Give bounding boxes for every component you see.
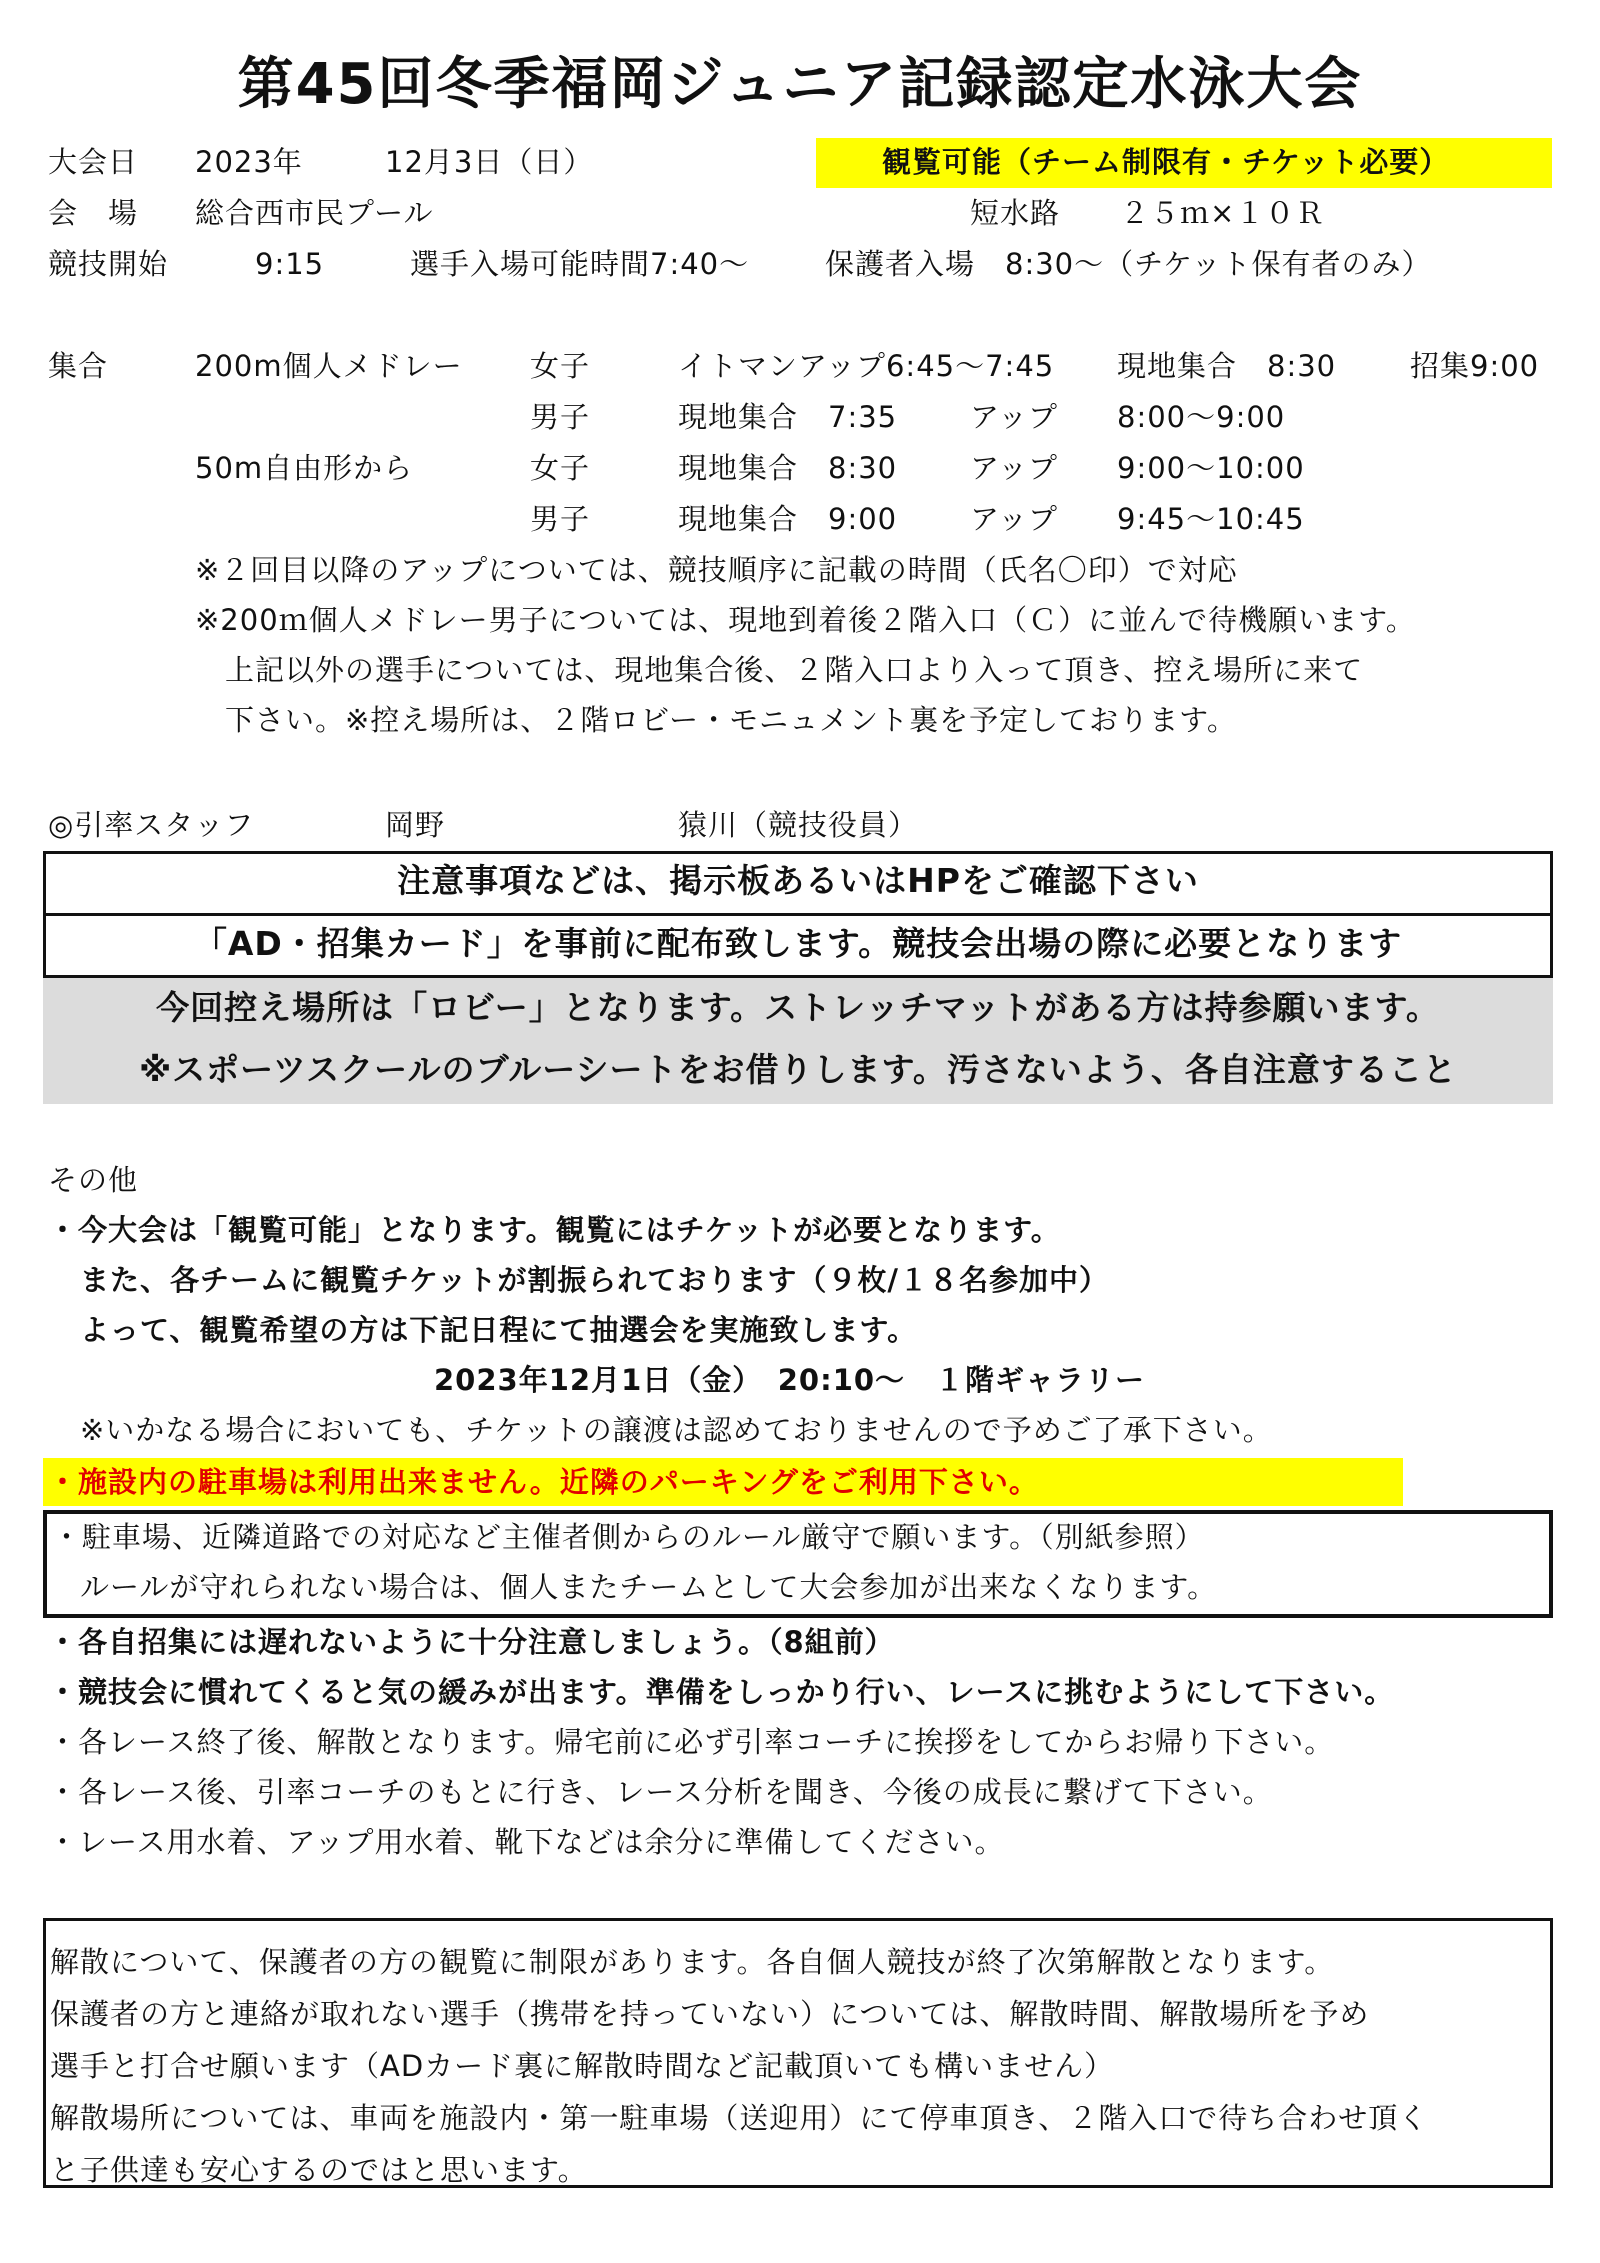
staff-label: ◎引率スタッフ [48, 808, 255, 842]
bullet-line: ・各レース終了後、解散となります。帰宅前に必ず引率コーチに挨拶をしてからお帰り下さい。 [48, 1725, 1335, 1759]
date-label: 大会日 [48, 145, 139, 179]
notice-blue-sheet: ※スポーツスクールのブルーシートをお借りします。汚さないよう、各自注意すること [139, 1050, 1457, 1089]
year: 2023年 [195, 145, 303, 179]
assembly-up: アップ [970, 451, 1058, 485]
notice-hp: 注意事項などは、掲示板あるいはHPをご確認下さい [397, 861, 1199, 900]
dismissal-line: 保護者の方と連絡が取れない選手（携帯を持っていない）については、解散時間、解散場所を予め [50, 1997, 1370, 2031]
rules-line: ・駐車場、近隣道路での対応など主催者側からのルール厳守で願います。（別紙参照） [52, 1520, 1205, 1554]
assembly-meet: 現地集合 9:00 [678, 502, 898, 536]
bullet-line: ・レース用水着、アップ用水着、靴下などは余分に準備してください。 [48, 1825, 1005, 1859]
assembly-meet: 現地集合 8:30 [678, 451, 898, 485]
course: ２５ｍ×１０Ｒ [1120, 196, 1326, 230]
assembly-time: 招集9:00 [1410, 349, 1540, 383]
assembly-meet: 現地集合 7:35 [678, 400, 898, 434]
assembly-note: ※200ｍ個人メドレー男子については、現地到着後２階入口（Ｃ）に並んで待機願います。 [195, 603, 1416, 637]
notice-waiting-area: 今回控え場所は「ロビー」となります。ストレッチマットがある方は持参願います。 [156, 988, 1440, 1027]
entry-time: 選手入場可能時間7:40～ [410, 247, 750, 281]
assembly-gender: 男子 [530, 502, 591, 536]
dismissal-line: と子供達も安心するのではと思います。 [50, 2153, 588, 2187]
bullet-line: ・競技会に慣れてくると気の緩みが出ます。準備をしっかり行い、レースに挑むようにして下さい。 [48, 1675, 1395, 1709]
viewing-badge: 観覧可能（チーム制限有・チケット必要） [882, 145, 1450, 179]
assembly-gender: 女子 [530, 451, 591, 485]
assembly-time: 8:00～9:00 [1117, 400, 1286, 434]
assembly-time: 9:45～10:45 [1117, 502, 1305, 536]
assembly-gender: 女子 [530, 349, 591, 383]
rules-line: ルールが守れられない場合は、個人またチームとして大会参加が出来なくなります。 [80, 1570, 1218, 1604]
assembly-label: 集合 [48, 349, 109, 383]
other-label: その他 [48, 1163, 139, 1197]
assembly-up: アップ [970, 400, 1058, 434]
bullet-line: ・各自招集には遅れないように十分注意しましょう。（8組前） [48, 1625, 895, 1659]
assembly-up: アップ [970, 502, 1058, 536]
dismissal-line: 選手と打合せ願います（ADカード裏に解散時間など記載頂いても構いません） [50, 2049, 1115, 2083]
assembly-note: ※２回目以降のアップについては、競技順序に記載の時間（氏名〇印）で対応 [195, 553, 1238, 587]
assembly-note: 下さい。※控え場所は、２階ロビー・モニュメント裏を予定しております。 [225, 703, 1237, 737]
other-line: ※いかなる場合においても、チケットの譲渡は認めておりませんので予めご了承下さい。 [80, 1413, 1273, 1447]
other-line: よって、観覧希望の方は下記日程にて抽選会を実施致します。 [80, 1313, 918, 1347]
staff-name: 岡野 [385, 808, 446, 842]
start-time: 9:15 [255, 247, 325, 281]
dismissal-line: 解散について、保護者の方の観覧に制限があります。各自個人競技が終了次第解散となります。 [50, 1945, 1335, 1979]
assembly-up: 現地集合 8:30 [1117, 349, 1337, 383]
assembly-event-im: 200m個人メドレー [195, 349, 463, 383]
lottery-date: 2023年12月1日（金） 20:10～ １階ギャラリー [434, 1363, 1146, 1397]
notice-ad-card: 「AD・招集カード」を事前に配布致します。競技会出場の際に必要となります [193, 924, 1403, 963]
date: 12月3日（日） [385, 145, 594, 179]
bullet-line: ・各レース後、引率コーチのもとに行き、レース分析を聞き、今後の成長に繋げて下さい。 [48, 1775, 1273, 1809]
course-label: 短水路 [970, 196, 1061, 230]
venue-label: 会 場 [48, 196, 139, 230]
assembly-gender: 男子 [530, 400, 591, 434]
start-label: 競技開始 [48, 247, 169, 281]
guardian-entry: 保護者入場 8:30～（チケット保有者のみ） [825, 247, 1432, 281]
parking-warning: ・施設内の駐車場は利用出来ません。近隣のパーキングをご利用下さい。 [48, 1465, 1039, 1499]
dismissal-line: 解散場所については、車両を施設内・第一駐車場（送迎用）にて停車頂き、２階入口で待ち合わせ頂く [50, 2101, 1429, 2135]
other-line: ・今大会は「観覧可能」となります。観覧にはチケットが必要となります。 [48, 1213, 1061, 1247]
venue: 総合西市民プール [195, 196, 434, 230]
other-line: また、各チームに観覧チケットが割振られております（９枚/１８名参加中） [80, 1263, 1109, 1297]
staff-name: 猿川（競技役員） [678, 808, 919, 842]
assembly-time: 9:00～10:00 [1117, 451, 1305, 485]
assembly-event-free: 50m自由形から [195, 451, 414, 485]
assembly-note: 上記以外の選手については、現地集合後、２階入口より入って頂き、控え場所に来て [225, 653, 1364, 687]
assembly-meet: イトマンアップ6:45～7:45 [678, 349, 1055, 383]
page-title: 第45回冬季福岡ジュニア記録認定水泳大会 [237, 52, 1363, 117]
